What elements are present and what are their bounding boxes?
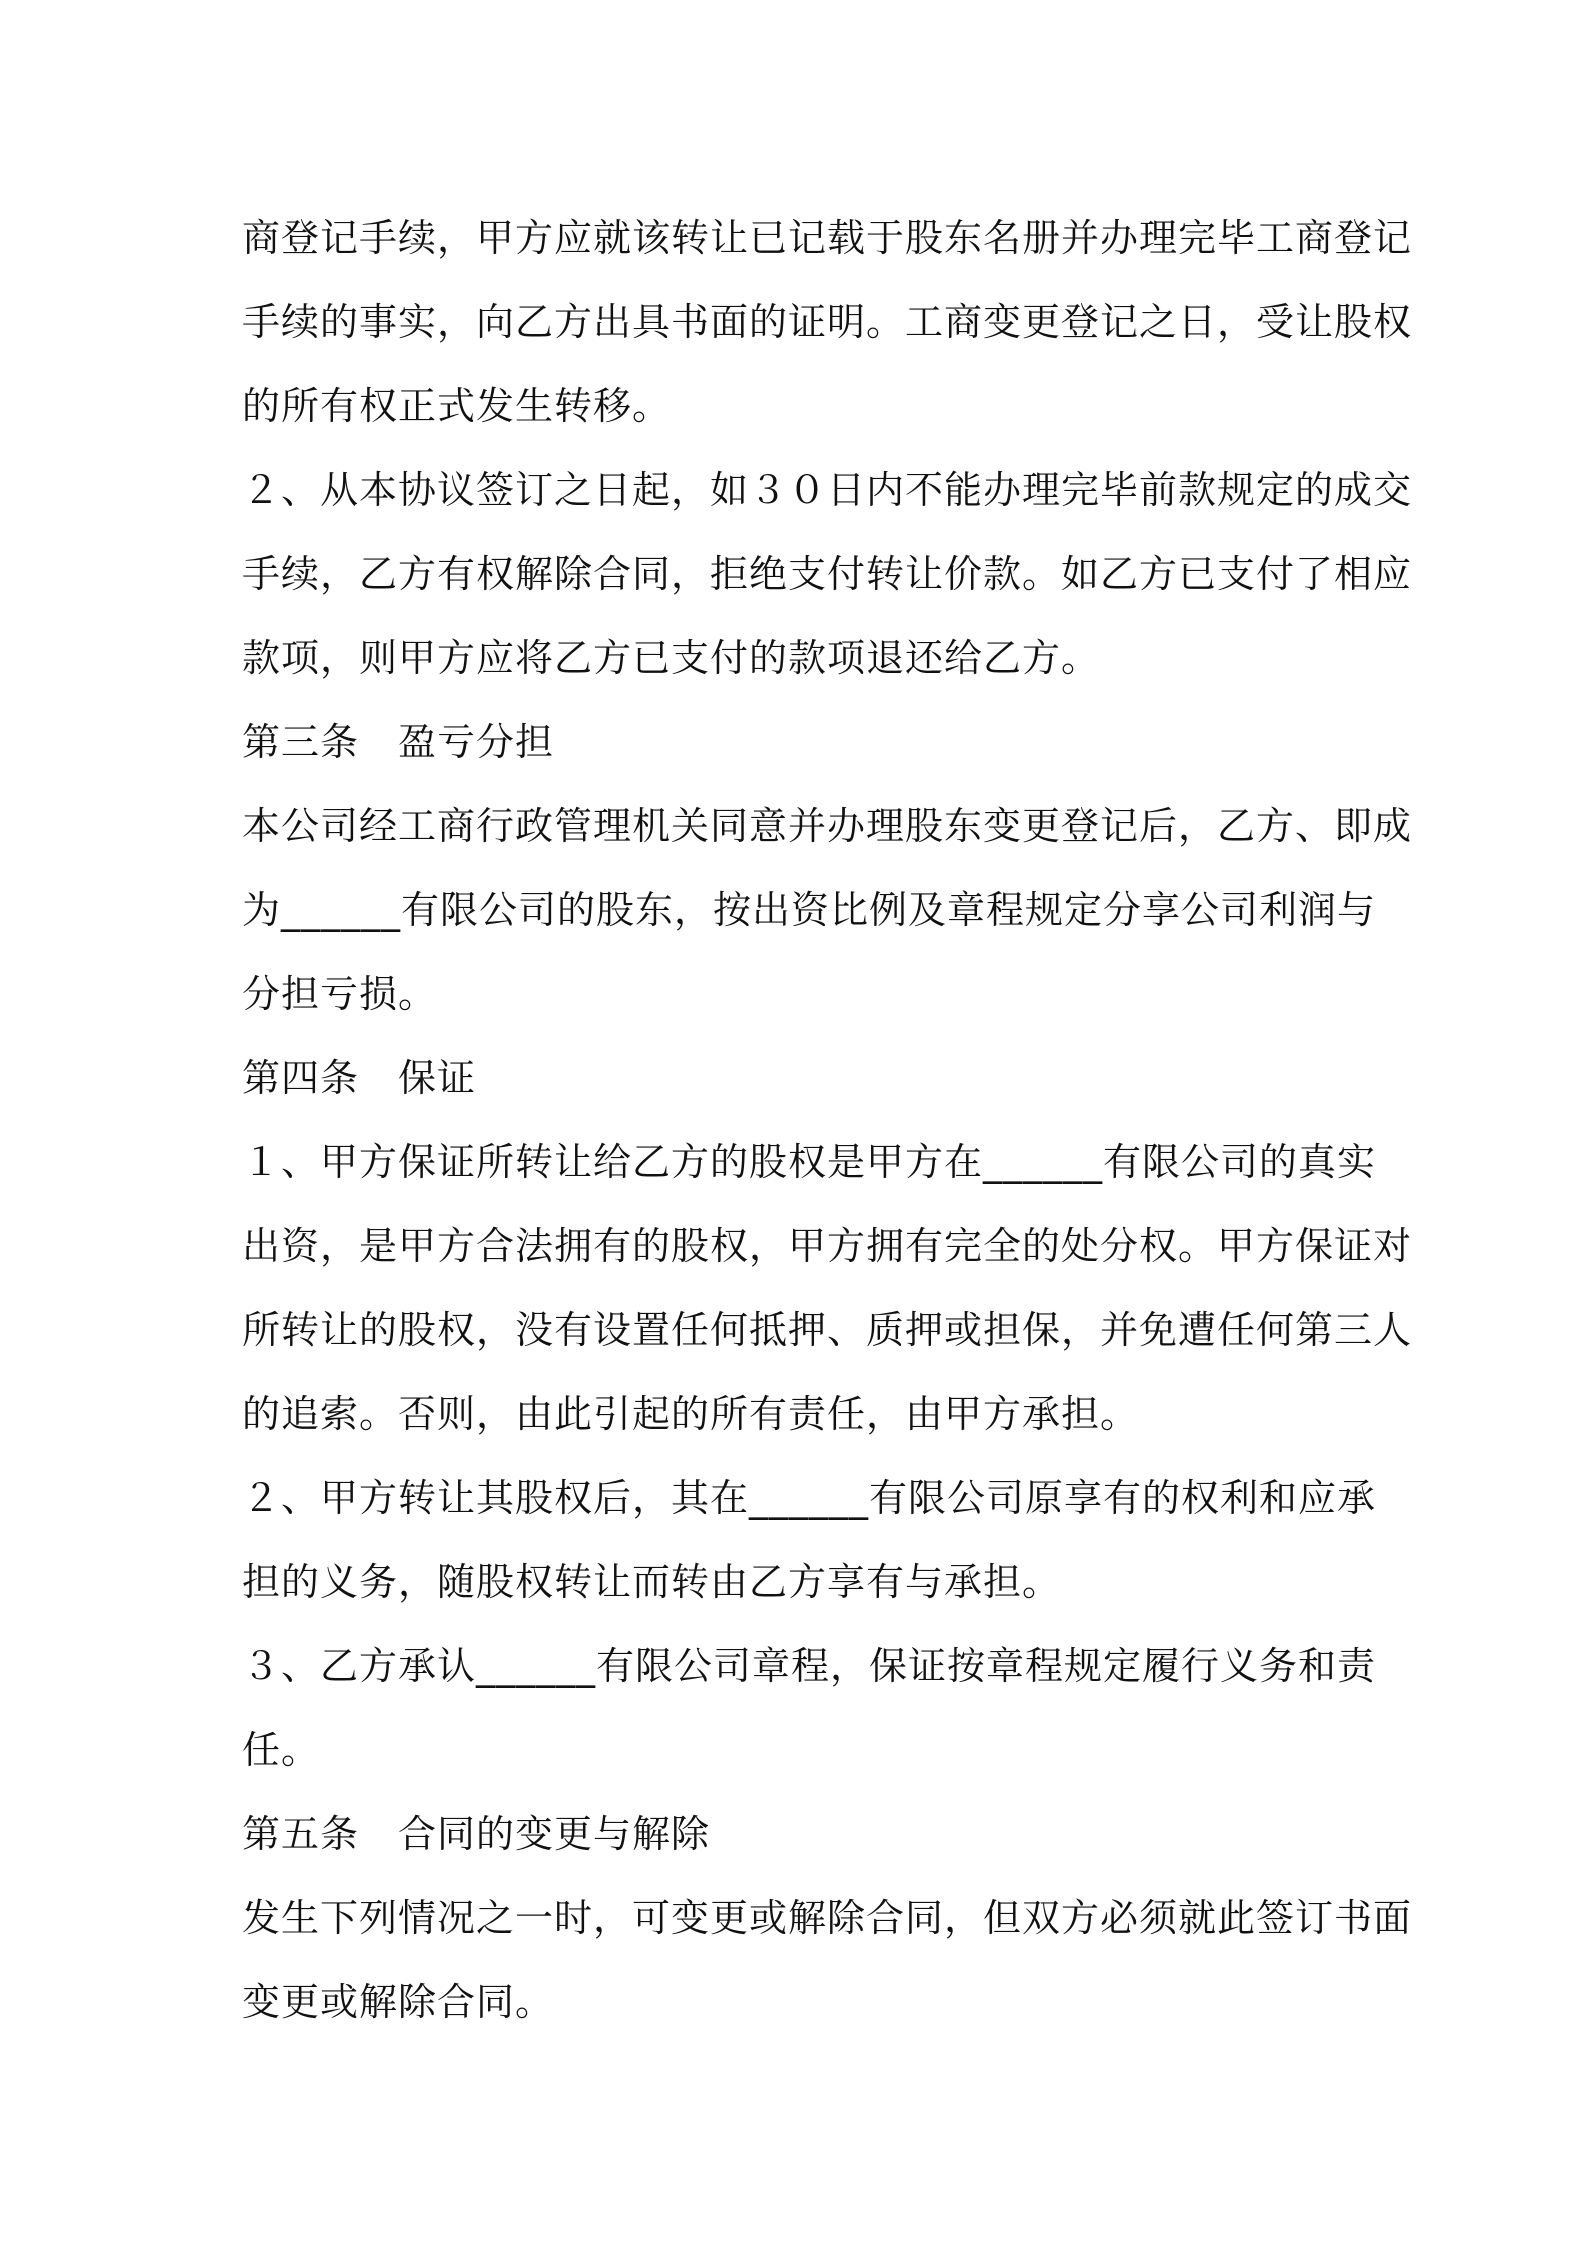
paragraph-line: 的所有权正式发生转移。 (242, 384, 672, 428)
document-page (242, 196, 1413, 2044)
section-heading: 第四条 保证 (242, 1056, 477, 1100)
paragraph-line: ３、乙方承认______有限公司章程，保证按章程规定履行义务和责 (242, 1644, 1377, 1688)
paragraph-line: 手续的事实，向乙方出具书面的证明。工商变更登记之日，受让股权 (242, 300, 1413, 344)
paragraph-line: 手续，乙方有权解除合同，拒绝支付转让价款。如乙方已支付了相应 (242, 552, 1413, 596)
paragraph-line: 担的义务，随股权转让而转由乙方享有与承担。 (242, 1560, 1062, 1604)
paragraph-line: 款项，则甲方应将乙方已支付的款项退还给乙方。 (242, 636, 1101, 680)
paragraph-line: 任。 (242, 1728, 321, 1772)
paragraph-line: 发生下列情况之一时，可变更或解除合同，但双方必须就此签订书面 (242, 1896, 1413, 1940)
paragraph-line: 分担亏损。 (242, 972, 438, 1016)
paragraph-line: 本公司经工商行政管理机关同意并办理股东变更登记后，乙方、即成 (242, 804, 1413, 848)
paragraph-line: ２、从本协议签订之日起，如３０日内不能办理完毕前款规定的成交 (242, 468, 1413, 512)
paragraph-line: 商登记手续，甲方应就该转让已记载于股东名册并办理完毕工商登记 (242, 216, 1413, 260)
section-heading: 第五条 合同的变更与解除 (242, 1812, 711, 1856)
paragraph-line: １、甲方保证所转让给乙方的股权是甲方在______有限公司的真实 (242, 1140, 1377, 1184)
paragraph-line: 为______有限公司的股东，按出资比例及章程规定分享公司利润与 (242, 888, 1377, 932)
section-heading: 第三条 盈亏分担 (242, 720, 555, 764)
paragraph-line: 的追索。否则，由此引起的所有责任，由甲方承担。 (242, 1392, 1140, 1436)
paragraph-line: 出资，是甲方合法拥有的股权，甲方拥有完全的处分权。甲方保证对 (242, 1224, 1413, 1268)
paragraph-line: 所转让的股权，没有设置任何抵押、质押或担保，并免遭任何第三人 (242, 1308, 1413, 1352)
paragraph-line: 变更或解除合同。 (242, 1980, 555, 2024)
paragraph-line: ２、甲方转让其股权后，其在______有限公司原享有的权利和应承 (242, 1476, 1377, 1520)
